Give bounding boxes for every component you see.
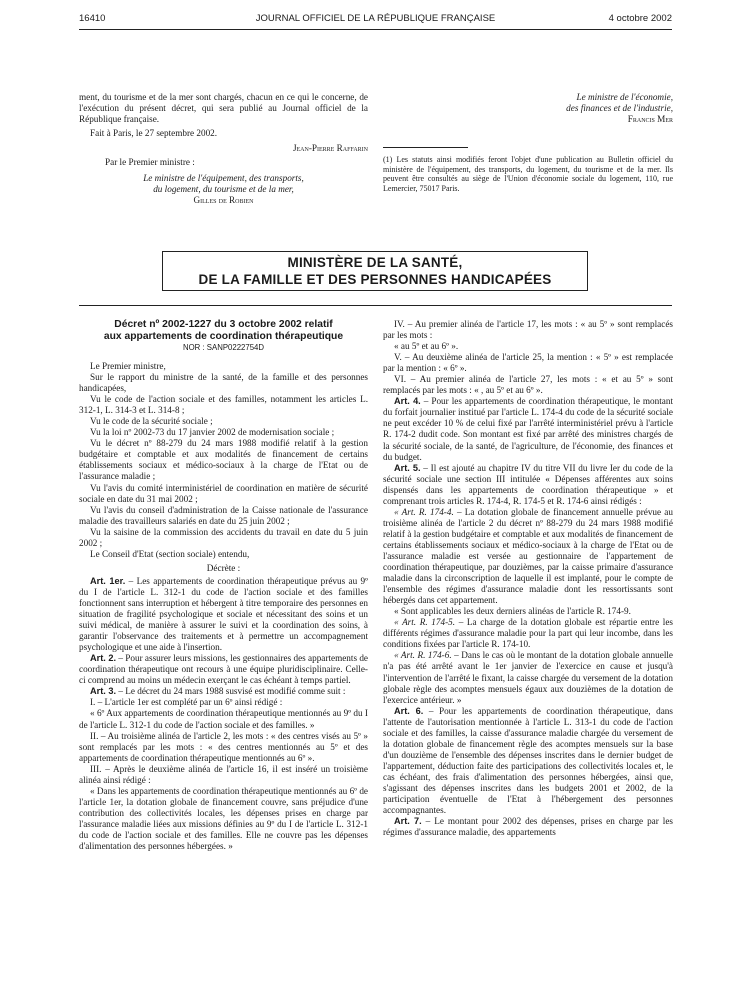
minister-name-r: Francis Mer — [627, 114, 673, 125]
article-1: Art. 1er. – Les appartements de coordination thérapeutique prévus au 9º du I de l'article L. 312-1 du code de l'action sociale et des familles fonctionnent sans interruption et hébergent à titre temporaire des personnes en situation de fragilité psychologique et sociale et nécessitant des soins et un suivi médical, de manière à assurer le suivi et la coordination des soins, à garantir l'observance des traitements et à permettre un accompagnement psychologique et une aide à l'insertion. — [79, 575, 368, 653]
article-r174-4-b: « Sont applicables les deux derniers alinéas de l'article R. 174-9. — [394, 606, 631, 617]
visa-line: Vu l'avis du conseil d'administration de la Caisse nationale de l'assurance maladie des travailleurs salariés en date du 25 juin 2002 ; — [79, 504, 368, 526]
decree-title-1: Décret nº 2002-1227 du 3 octobre 2002 relatif — [114, 319, 333, 330]
visa-line: Vu le décret nº 88-279 du 24 mars 1988 modifié relatif à la gestion budgétaire et comptable et aux modalités de financement de certains établissements sociaux et médico-sociaux à la charge de l'Etat ou de l'assurance maladie ; — [79, 438, 368, 482]
article-r174-6: « Art. R. 174-6. – Dans le cas où le montant de la dotation globale annuelle n'a pas été arrêté avant le 1er janvier de l'exercice en cause et jusqu'à l'intervention de l'arrêté le fixant, la caisse chargée du versement de la dotation globale règle des acomptes mensuels égaux aux douzièmes de la dotation de l'exercice antérieur. » — [383, 650, 674, 705]
closing-paragraph: ment, du tourisme et de la mer sont chargés, chacun en ce qui le concerne, de l'exécution du présent décret, qui sera publié au Journal officiel de la République française. — [79, 92, 368, 125]
article-3-item: « 6º Aux appartements de coordination thérapeutique mentionnés au 9º du I de l'article L. 312-1 du code de l'action sociale et des familles. » — [79, 708, 368, 730]
article-2: Art. 2. – Pour assurer leurs missions, les gestionnaires des appartements de coordination thérapeutique ont recours à une équipe pluridisciplinaire. Celle-ci comprend au moins un médecin exerçant le cas échéant à temps partiel. — [79, 653, 369, 686]
article-3: Art. 3. – Le décret du 24 mars 1988 susvisé est modifié comme suit : — [90, 686, 346, 697]
section-rule — [79, 305, 672, 306]
previous-decree-ending — [79, 92, 368, 206]
header-rule — [79, 29, 672, 30]
signatory: Jean-Pierre Raffarin — [292, 143, 368, 154]
article-3-item: « Dans les appartements de coordination thérapeutique mentionnés au 6º de l'article 1er, la dotation globale de financement couvre, sans préjudice d'une contribution des collectivités locales, les dépenses prises en charge par l'assurance maladie liées aux missions définies au 9º du I de l'article L. 312-1 du code de l'action sociale et des familles. Elle ne couvre pas les dépenses d'alimentation des personnes hébergées. » — [79, 785, 368, 852]
article-r174-4: « Art. R. 174-4. – La dotation globale de financement annuelle prévue au troisième alinéa de l'article 2 du décret nº 88-279 du 24 mars 1988 modifié relatif à la gestion budgétaire et comptable et aux modalités de financement de certains établissements sociaux et médico-sociaux à la charge de l'Etat ou de l'assurance maladie est versée au gestionnaire de l'appartement de coordination thérapeutique, par douzièmes, par la caisse primaire d'assurance maladie dans la circonscription de laquelle il est implanté, pour le compte de l'ensemble des régimes d'assurance maladie dont les ressortissants sont hébergés dans cet appartement. — [383, 506, 673, 606]
decrete: Décrète : — [206, 562, 241, 573]
article-ref: « Art. R. 174-6. — [394, 650, 452, 661]
ministry-line-2: DE LA FAMILLE ET DES PERSONNES HANDICAPÉES — [198, 272, 552, 287]
publication-date: 4 octobre 2002 — [608, 13, 672, 24]
right-signature-block — [383, 92, 673, 125]
ministry-line-1: MINISTÈRE DE LA SANTÉ, — [287, 255, 463, 270]
footnote-rule — [383, 147, 468, 148]
minister-title-r2: des finances et de l'industrie, — [566, 103, 673, 114]
footnote: (1) Les statuts ainsi modifiés feront l'objet d'une publication au Bulletin officiel du ministère de l'équipement, des transports, du logement, du tourisme et de la mer. Ils peuvent être consultés au siège de l'Union d'économie sociale du logement, 110, rue Lemercier, 75017 Paris. — [383, 155, 673, 193]
article-3-item: I. – L'article 1er est complété par un 6º ainsi rédigé : — [90, 697, 283, 708]
article-label: Art. 4. — [394, 396, 421, 407]
article-label: Art. 7. — [394, 816, 422, 827]
article-label: Art. 5. — [394, 462, 421, 473]
visa-line: Vu la saisine de la commission des accidents du travail en date du 5 juin 2002 ; — [79, 526, 368, 548]
article-7: Art. 7. – Le montant pour 2002 des dépenses, prises en charge par les régimes d'assurance maladie, des appartements — [383, 816, 673, 838]
minister-title-r1: Le ministre de l'économie, — [576, 92, 673, 102]
journal-title: JOURNAL OFFICIEL DE LA RÉPUBLIQUE FRANÇAISE — [255, 13, 496, 24]
article-5: Art. 5. – Il est ajouté au chapitre IV du titre VII du livre Ier du code de la sécurité sociale une section III intitulée « Dépenses afférentes aux soins dispensés dans les appartements de coordination thérapeutique » et comprenant trois articles R. 174-4, R. 174-5 et R. 174-6 ainsi rédigés : — [383, 462, 673, 506]
article-3-item: VI. – Au premier alinéa de l'article 27, les mots : « et au 5º » sont remplacés par les mots : « , au 5º et au 6º ». — [383, 374, 673, 396]
article-label: Art. 3. — [90, 686, 117, 697]
article-3-item: II. – Au troisième alinéa de l'article 2, les mots : « des centres visés au 5º » sont remplacés par les mots : « des centres mentionnés au 5º et des appartements de coordination thérapeutique mentionnés au 6º ». — [79, 730, 368, 763]
ministry-section-box — [162, 251, 588, 291]
minister-title-2: du logement, du tourisme et de la mer, — [153, 184, 294, 195]
article-label: Art. 6. — [394, 705, 424, 716]
visa-line: Le Premier ministre, — [90, 361, 166, 371]
column-left — [79, 319, 368, 852]
visa-line: Vu le code de la sécurité sociale ; — [90, 416, 213, 427]
page-number: 16410 — [79, 13, 106, 24]
done-at: Fait à Paris, le 27 septembre 2002. — [90, 128, 218, 139]
minister-name: Gilles de Robien — [193, 195, 254, 206]
article-ref: « Art. R. 174-5. — [394, 617, 456, 628]
article-r174-5: « Art. R. 174-5. – La charge de la dotation globale est répartie entre les différents régimes d'assurance maladie pour la part qui leur incombe, dans les conditions fixées par l'article R. 174-10. — [383, 617, 673, 650]
article-ref: « Art. R. 174-4. — [394, 506, 454, 517]
article-label: Art. 2. — [90, 653, 117, 664]
visa-line: Vu la loi nº 2002-73 du 17 janvier 2002 de modernisation sociale ; — [90, 427, 335, 438]
nor-reference: NOR : SANP0222754D — [182, 343, 265, 352]
article-3-item: V. – Au deuxième alinéa de l'article 25, la mention : « 5º » est remplacée par la mention : « 6º ». — [383, 352, 673, 374]
visa-line: Vu le code de l'action sociale et des familles, notamment les articles L. 312-1, L. 314-3 et L. 314-8 ; — [79, 394, 368, 416]
visa-line: Le Conseil d'Etat (section sociale) entendu, — [90, 548, 250, 559]
article-3-item: « au 5º et au 6º ». — [394, 341, 459, 352]
article-label: Art. 1er. — [90, 575, 126, 586]
column-right — [383, 319, 673, 838]
visa-line: Sur le rapport du ministre de la santé, de la famille et des personnes handicapées, — [79, 372, 368, 394]
article-6: Art. 6. – Pour les appartements de coordination thérapeutique, dans l'attente de l'autorisation mentionnée à l'article L. 313-1 du code de l'action sociale et des familles, la caisse d'assurance maladie chargée du versement de la dotation globale de financement règle des acomptes mensuels sur la base d'un douzième de l'ensemble des dépenses inscrites dans le dernier budget de l'appartement, déduction faite des participations des collectivités locales et, le cas échéant, des frais d'alimentation des personnes hébergées, ainsi que, s'agissant des dépenses inscrites dans les budgets 2001 et 2002, de la participation éventuelle de l'Etat à l'hébergement des personnes accompagnantes. — [383, 705, 673, 816]
article-3-item: IV. – Au premier alinéa de l'article 17, les mots : « au 5º » sont remplacés par les mots : — [383, 319, 673, 341]
by-prime-minister: Par le Premier ministre : — [105, 157, 195, 168]
article-4: Art. 4. – Pour les appartements de coordination thérapeutique, le montant du forfait journalier institué par l'article L. 174-4 du code de la sécurité sociale ne peut excéder 10 % de celui fixé par l'arrêté interministériel prévu à l'article R. 174-2 dudit code. Son montant est fixé par arrêté des ministres chargés de la sécurité sociale, de la santé, de l'agriculture, de l'économie, des finances et du budget. — [383, 396, 673, 462]
article-3-item: III. – Après le deuxième alinéa de l'article 16, il est inséré un troisième alinéa ainsi rédigé : — [79, 763, 368, 785]
decree-title-2: aux appartements de coordination thérapeutique — [103, 330, 344, 342]
minister-title-1: Le ministre de l'équipement, des transports, — [143, 173, 304, 184]
visa-line: Vu l'avis du comité interministériel de coordination en matière de sécurité sociale en date du 31 mai 2002 ; — [79, 482, 368, 504]
